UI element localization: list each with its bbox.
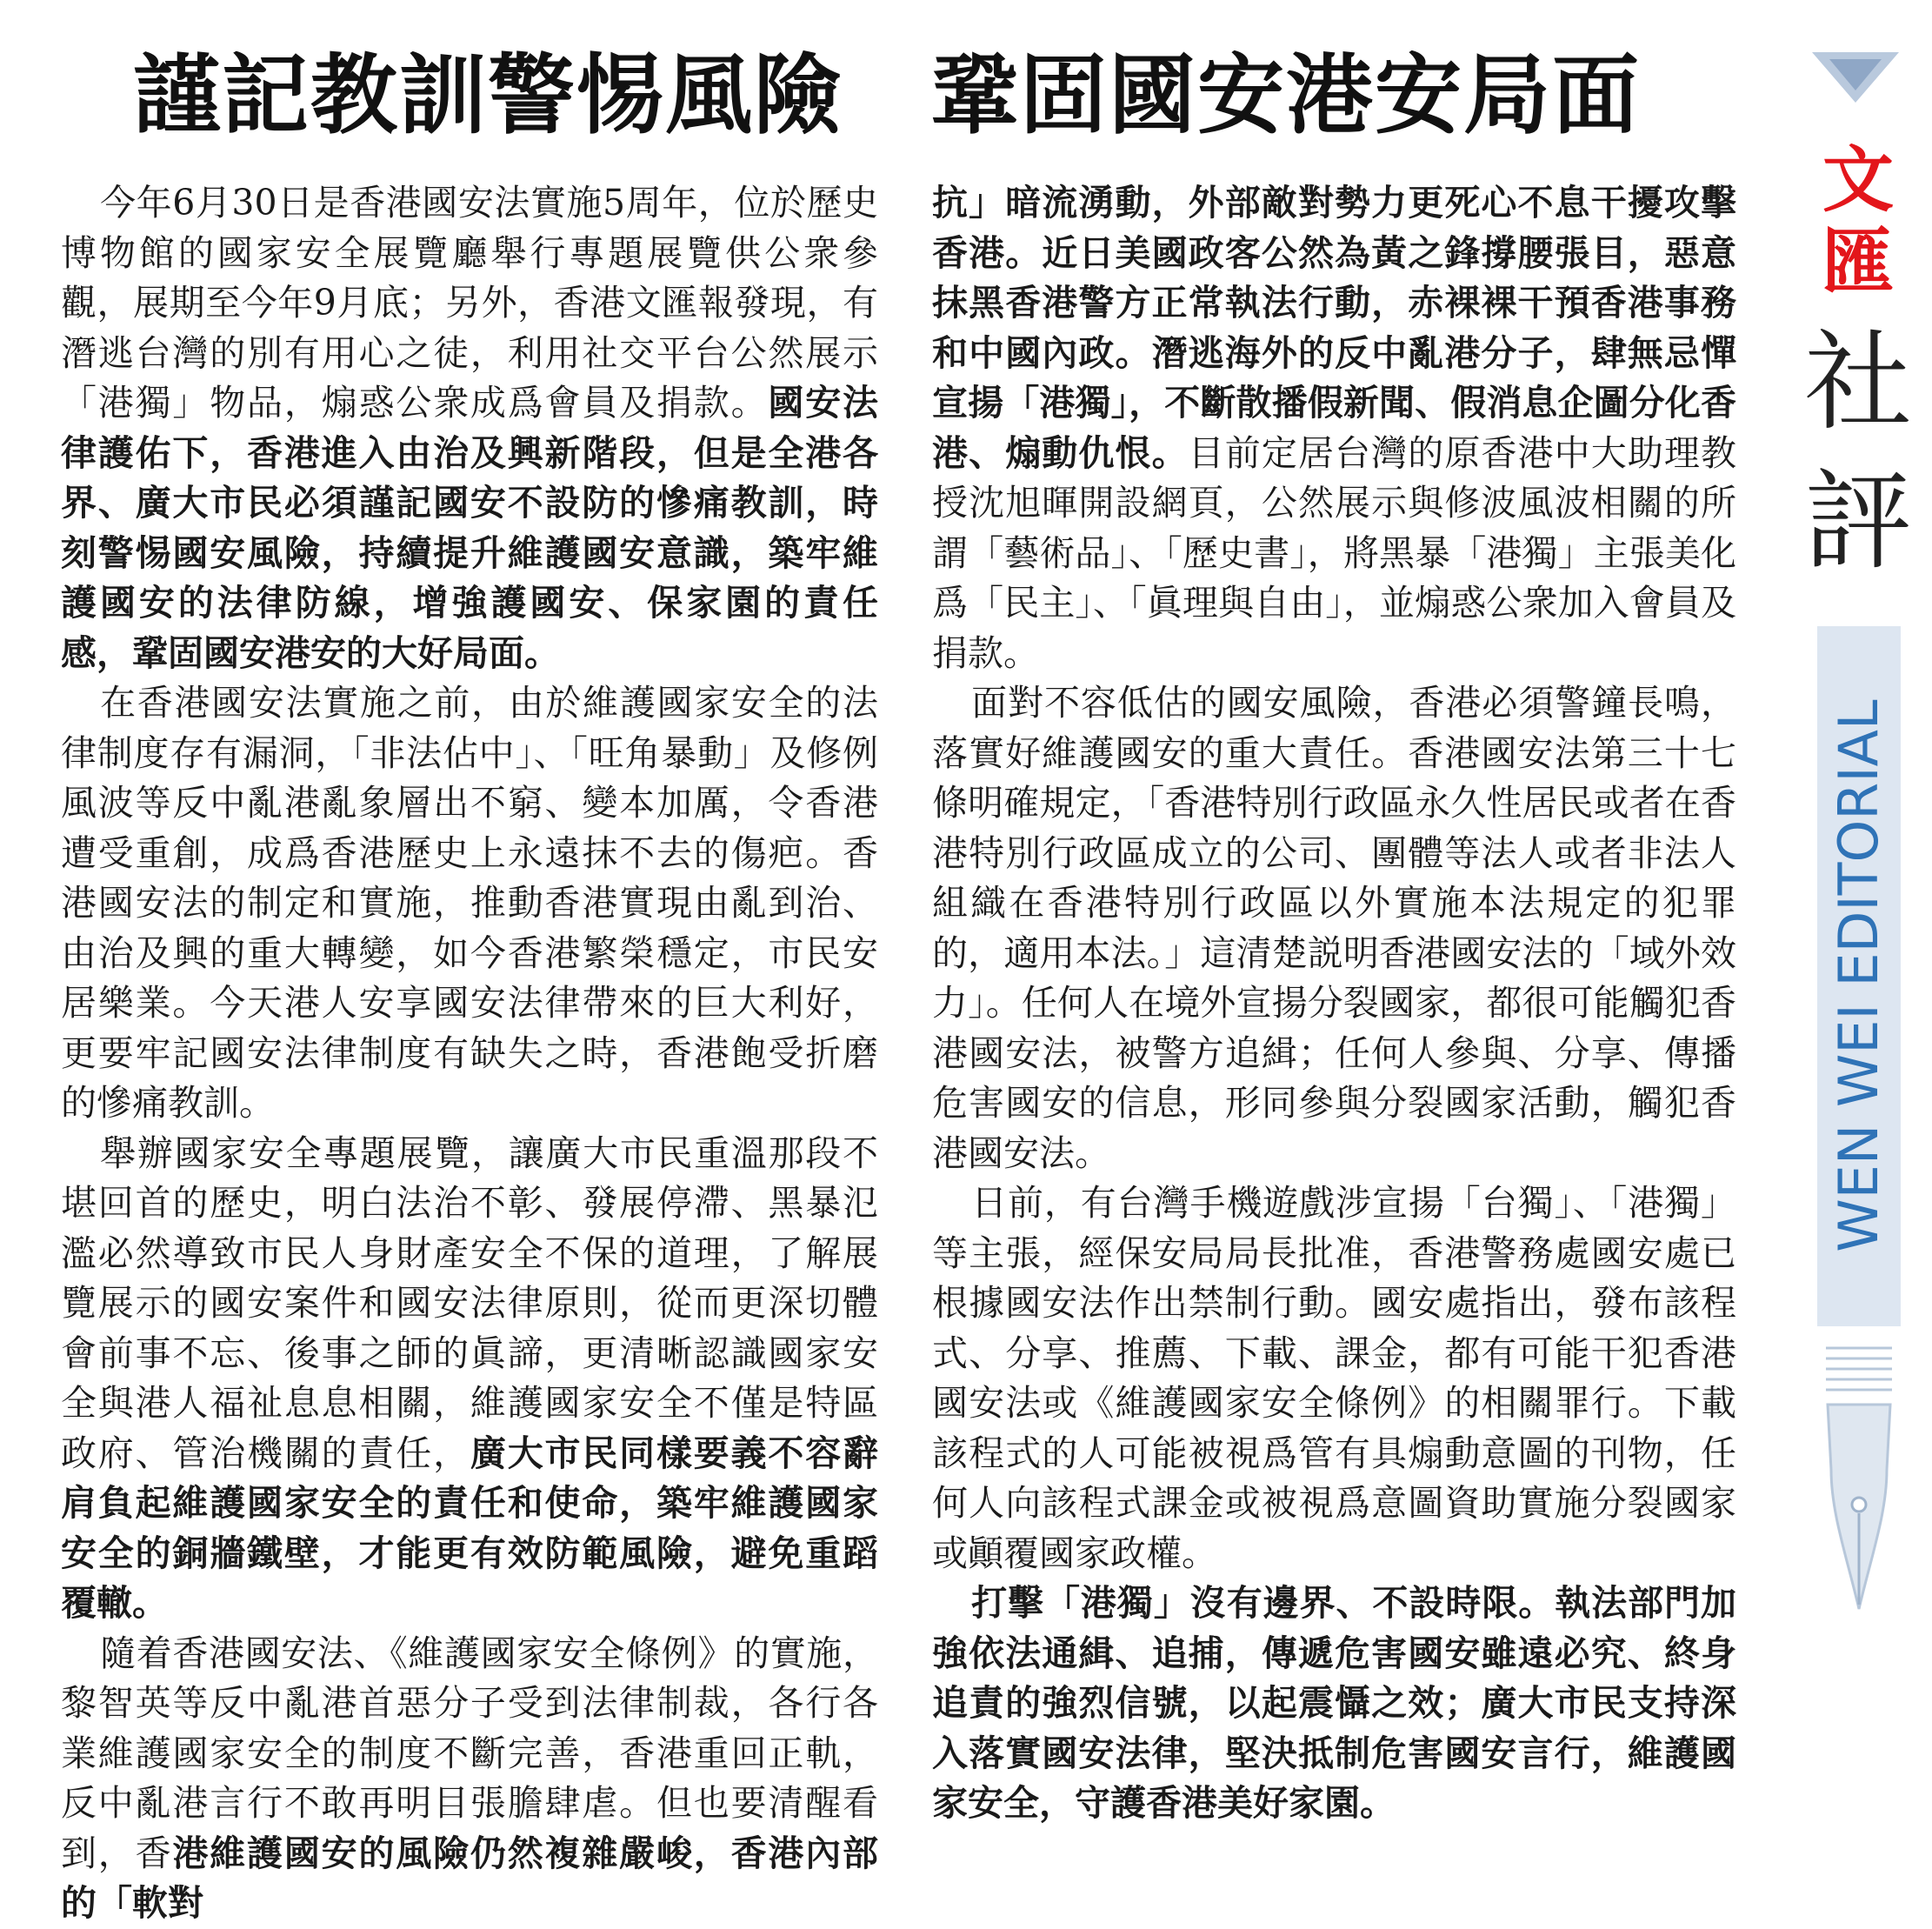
paragraph-4-bold-text: 港維護國安的風險仍然複雜嚴峻，香港內部的「軟對 xyxy=(61,1832,879,1924)
paragraph-4-text: 隨着香港國安法、《維護國家安全條例》的實施，黎智英等反中亂港首惡分子受到法律制裁，各行各業維護國家安全的制度不斷完善，香港重回正軌，反中亂港言行不敢再明目張膽肆虐。但也要清醒看到，香 xyxy=(61,1632,878,1874)
triangle-marker-inner-icon xyxy=(1829,59,1882,90)
paragraph-3-text: 舉辦國家安全專題展覽，讓廣大市民重溫那段不堪回首的歷史，明白法治不彰、發展停滯、黑暴氾濫必然導致市民人身財產安全不保的道理，了解展覽展示的國安案件和國安法律原則，從而更深切體會前事不忘、後事之師的眞諦，更清晰認識國家安全與港人福祉息息相關，維護國家安全不僅是特區政府、管治機關的責任， xyxy=(61,1131,878,1474)
article-column-right xyxy=(932,178,1737,1824)
paragraph-6: 面對不容低估的國安風險，香港必須警鐘長鳴，落實好維護國安的重大責任。香港國安法第三十七條明確規定，「香港特別行政區永久性居民或者在香港特別行政區成立的公司、團體等法人或者非法人組織在香港特別行政區以外實施本法規定的犯罪的，適用本法。」這清楚説明香港國安法的「域外效力」。任何人在境外宣揚分裂國家，都很可能觸犯香港國安法，被警方追緝；任何人參與、分享、傳播危害國安的信息，形同參與分裂國家活動，觸犯香港國安法。 xyxy=(932,682,1736,1174)
english-section-label: WEN WEI EDITORIAL xyxy=(1827,699,1890,1252)
paragraph-1-bold-text: 國安法律護佑下，香港進入由治及興新階段，但是全港各界、廣大市民必須謹記國安不設防的慘痛教訓，時刻警惕國安風險，持續提升維護國安意識，築牢維護國安的法律防線，增強護國安、保家園的責任感，鞏固國安港安的大好局面。 xyxy=(61,382,879,674)
headline: 謹記教訓警惕風險 鞏固國安港安局面 xyxy=(133,44,1641,146)
brand-char-1: 文 xyxy=(1822,138,1894,222)
brand-logo xyxy=(1802,139,1915,303)
paragraph-7: 日前，有台灣手機遊戲涉宣揚「台獨」、「港獨」等主張，經保安局局長批准，香港警務處國安處已根據國安法作出禁制行動。國安處指出，發布該程式、分享、推薦、下載、課金，都有可能干犯香港國安法或《維護國家安全條例》的相關罪行。下載該程式的人可能被視爲管有具煽動意圖的刊物，任何人向該程式課金或被視爲意圖資助實施分裂國家或顚覆國家政權。 xyxy=(932,1182,1736,1574)
article-column-left xyxy=(61,178,879,1924)
paragraph-8-bold-text: 打擊「港獨」沒有邊界、不設時限。執法部門加強依法通緝、追捕，傳遞危害國安雖遠必究、終身追責的強烈信號，以起震懾之效；廣大市民支持深入落實國安法律，堅決抵制危害國安言行，維護國家安全，守護香港美好家園。 xyxy=(932,1582,1736,1824)
paragraph-4 xyxy=(61,1629,878,1929)
paragraph-5-bold-text: 抗」暗流湧動，外部敵對勢力更死心不息干擾攻擊香港。近日美國政客公然為黃之鋒撐腰張目，惡意抹黑香港警方正常執法行動，赤裸裸干預香港事務和中國內政。潛逃海外的反中亂港分子，肆無忌憚宣揚「港獨」，不斷散播假新聞、假消息企圖分化香港、煽動仇恨。 xyxy=(932,182,1736,474)
editorial-masthead xyxy=(1802,52,1915,1792)
section-char-2: 評 xyxy=(1803,459,1912,584)
section-title xyxy=(1802,313,1915,591)
paragraph-5-text: 目前定居台灣的原香港中大助理教授沈旭暉開設網頁，公然展示與修波風波相關的所謂「藝術品」、「歷史書」，將黑暴「港獨」主張美化爲「民主」、「眞理與自由」，並煽惑公衆加入會員及捐款。 xyxy=(932,431,1737,674)
paragraph-3-bold-text: 廣大市民同樣要義不容辭肩負起維護國家安全的責任和使命，築牢維護國家安全的銅牆鐵壁，才能更有效防範風險，避免重蹈覆轍。 xyxy=(61,1432,879,1624)
fountain-pen-nib-icon xyxy=(1819,1339,1899,1618)
section-char-1: 社 xyxy=(1803,320,1912,445)
paragraph-1 xyxy=(61,178,878,678)
brand-char-2: 匯 xyxy=(1822,220,1894,304)
paragraph-8 xyxy=(932,1579,1736,1829)
paragraph-5 xyxy=(932,178,1736,678)
paragraph-2: 在香港國安法實施之前，由於維護國家安全的法律制度存有漏洞，「非法佔中」、「旺角暴動」及修例風波等反中亂港亂象層出不窮、變本加厲，令香港遭受重創，成爲香港歷史上永遠抹不去的傷疤。香港國安法的制定和實施，推動香港實現由亂到治、由治及興的重大轉變，如今香港繁榮穩定，市民安居樂業。今天港人安享國安法律帶來的巨大利好，更要牢記國安法律制度有缺失之時，香港飽受折磨的慘痛教訓。 xyxy=(61,682,878,1124)
paragraph-3 xyxy=(61,1129,878,1629)
paragraph-1-text: 今年6月30日是香港國安法實施5周年，位於歷史博物館的國家安全展覽廳舉行專題展覽供公衆參觀，展期至今年9月底；另外，香港文匯報發現，有潛逃台灣的別有用心之徒，利用社交平台公然展示「港獨」物品，煽惑公衆成爲會員及捐款。 xyxy=(61,182,878,424)
